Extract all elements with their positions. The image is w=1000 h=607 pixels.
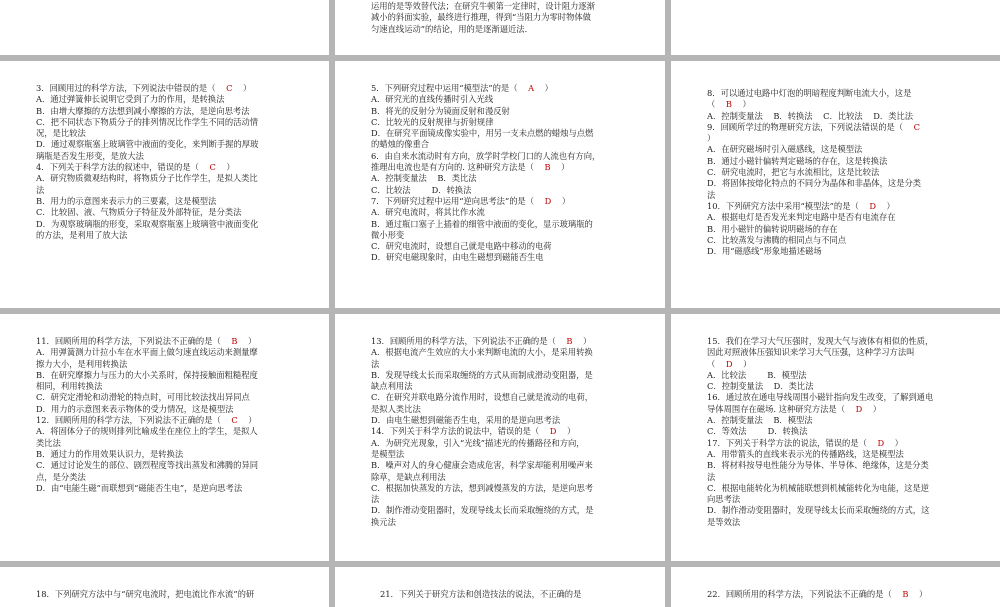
question-line: 21．下列关于研究方法和创造技法的说法，不正确的是 [380,589,582,599]
card-text [707,88,992,257]
question-line: B．用小磁针的偏转说明磁场的存在 [707,223,838,234]
question-line: 除草，是缺点利用法 [371,471,446,482]
card-text [380,589,657,600]
question-line: 17．下列关于科学方法的说法，错误的是（ D ） [707,437,903,448]
answer-letter: B [566,336,573,346]
answer-letter: B [544,162,551,173]
answer-letter: A [528,83,535,93]
question-line: C．把不同状态下物质分子的排列情况比作学生不同的活动情 [36,116,259,127]
question-line: C．等效法 D．转换法 [707,426,808,437]
card-text [371,336,657,528]
question-line: B．将光的反射分为镜面反射和漫反射 [371,105,510,116]
question-line: A．用弹簧测力计拉小车在水平面上做匀速直线运动来测量摩 [36,347,258,358]
question-line: 相同，利用转换法 [36,381,103,392]
question-line: C．比较蒸发与沸腾的相同点与不同点 [707,234,847,245]
question-line: A．根据电灯是否发光来判定电路中是否有电流存在 [707,212,896,223]
question-card-top-right [671,0,1000,55]
question-line: D．制作滑动变阻器时，发现导线太长而采取缠绕的方式，这 [707,505,930,516]
question-line: C．根据电能转化为机械能联想到机械能转化为电能，这是逆 [707,482,930,493]
question-line: 擦力大小，是利用转换法 [36,358,128,369]
question-line: B．由增大摩擦的方法想到减小摩擦的方法，是逆向思考法 [36,105,250,116]
question-line: D．用“磁感线”形象地描述磁场 [707,246,822,257]
question-line: C．比较法 D．转换法 [371,184,472,195]
question-card-22 [671,567,1000,607]
question-line: 11．回顾所用的科学方法，下列说法不正确的是（ B ） [36,336,257,346]
question-line: 微小形变 [371,229,405,240]
question-line: 法 [371,358,380,369]
question-line: 法 [371,494,380,505]
question-line: C．研究电流时，设想自己就是电路中移动的电荷 [371,241,552,252]
question-card-13-14 [335,314,665,561]
card-text [371,1,657,35]
answer-letter: D [725,358,733,369]
question-card-21 [335,567,665,607]
question-line: 因此对照液体压强知识来学习大气压强，这种学习方法叫 [707,347,915,358]
question-line: C．根据加快蒸发的方法，想到减慢蒸发的方法，是逆向思考 [371,482,594,493]
question-line: 14．下列关于科学方法的说法中，错误的是（ D ） [371,426,576,437]
question-line: 12．回顾所用的科学方法，下列说法不正确的是（ C ） [36,415,257,426]
question-line: 是模型法 [371,448,405,459]
question-line: C．控制变量法 D．类比法 [707,381,814,392]
question-line: 9．回顾所学过的物理研究方法，下列说法错误的是（ C [707,121,921,132]
question-line: A．通过弹簧伸长说明它受到了力的作用，是转换法 [36,94,225,105]
question-line: B．通过瓶口塞子上插着的细管中液面的变化，显示玻璃瓶的 [371,218,593,229]
question-card-18 [0,567,329,607]
question-line: 况，是比较法 [36,128,86,139]
question-line: B．用力的示意图来表示力的三要素，这是模型法 [36,195,217,206]
question-line: 7．下列研究过程中运用“逆向思考法”的是（ D ） [371,195,571,206]
question-line: 法 [707,189,716,200]
answer-letter: D [869,200,876,211]
question-line: D．在研究平面镜成像实验中，用另一支未点燃的蜡烛与点燃 [371,128,594,139]
question-line: D．为观察玻璃瓶的形变，采取观察瓶塞上玻璃管中液面变化 [36,218,259,229]
question-line: A．研究电流时，将其比作水流 [371,207,485,218]
question-card-5-7 [335,61,665,308]
question-line: B．通过力的作用效果认识力，是转换法 [36,448,184,459]
question-line: A．在研究磁场时引入磁感线，这是模型法 [707,144,863,155]
question-line: A．为研究光现象，引入“光线”描述光的传播路径和方向， [371,437,585,448]
answer-letter: C [209,162,216,173]
card-text [36,589,321,600]
question-line: C．研究定滑轮和动滑轮的特点时，可用比较法找出异同点 [36,392,250,403]
question-line: 22．回顾所用的科学方法，下列说法不正确的是（ B ） [707,589,928,599]
question-line: C．比较固、液、气物质分子特征及外部特征，是分类法 [36,207,242,218]
question-line: 是等效法 [707,516,741,527]
question-line: D．制作滑动变阻器时，发现导线太长而采取缠绕的方式，是 [371,505,594,516]
answer-letter: C [226,83,233,93]
question-line: D．通过观察瓶塞上玻璃管中液面的变化，来判断手握的厚玻 [36,139,259,150]
question-line: （ B ） [707,99,751,110]
question-line: 向思考法 [707,494,741,505]
question-line: 运用的是等效替代法；在研究牛顿第一定律时，设计阻力逐渐 [371,1,596,11]
question-line: A．根据电流产生效应的大小来判断电流的大小，是采用转换 [371,347,593,358]
question-card-3-4 [0,61,329,308]
question-line: B．通过小磁针偏转判定磁场的存在，这是转换法 [707,155,888,166]
question-line: C．在研究并联电路分流作用时，设想自己就是流动的电荷， [371,392,594,403]
question-line: A．控制变量法 B．类比法 [371,173,477,184]
question-line: 法 [707,471,716,482]
question-line: 3．回顾用过的科学方法，下列说法中错误的是（ C ） [36,83,252,93]
question-line: A．研究光的直线传播时引入光线 [371,94,494,105]
card-text [707,589,992,600]
question-card-8-10 [671,61,1000,308]
answer-letter: B [902,589,909,599]
answer-letter: D [855,403,863,414]
question-line: B．在研究摩擦力与压力的大小关系时，保持接触面粗糙程度 [36,369,258,380]
question-line: D．由电生磁想到磁能否生电，采用的是逆向思考法 [371,415,561,426]
question-line: D．由“电能生磁”而联想到“磁能否生电”，是逆向思考法 [36,482,243,493]
question-line: C．比较光的反射规律与折射规律 [371,116,494,127]
question-line: 的方法，是利用了放大法 [36,229,128,240]
question-line: （ D ） [707,358,752,369]
question-line: 10．下列研究方法中采用“模型法”的是（ D ） [707,200,895,211]
question-line: A．用带箭头的直线来表示光的传播路线，这是模型法 [707,448,904,459]
answer-letter: C [231,415,238,426]
question-line: 减小的斜面实验，最终进行推理，得到“当阻力为零时物体做 [371,12,591,23]
question-line: ） [707,133,716,144]
card-text [36,83,321,241]
question-line: 匀速直线运动”的结论，用的是逐渐逼近法. [371,23,528,34]
card-text [371,83,657,264]
question-line: 换元法 [371,516,396,527]
question-line: 8．可以通过电路中灯泡的明暗程度判断电流大小，这是 [707,88,912,98]
answer-letter: B [231,336,238,346]
answer-letter: B [725,99,732,110]
question-line: C．研究电流时，把它与水流相比，这是比较法 [707,167,880,178]
question-line: 18．下列研究方法中与“研究电流时，把电流比作水流”的研 [36,589,255,599]
question-line: D．用力的示意图来表示物体的受力情况，这是模型法 [36,403,234,414]
question-line: 导体周围存在磁场. 这种研究方法是（ D ） [707,403,882,414]
question-line: C．通过讨论发生的部位、剧烈程度等找出蒸发和沸腾的异同 [36,460,259,471]
question-line [36,0,321,1]
answer-letter: D [549,426,557,437]
answer-letter: C [913,121,921,132]
card-text [36,0,321,1]
question-line: 5．下列研究过程中运用“模型法”的是（ A ） [371,83,553,93]
answer-letter: D [877,437,885,448]
question-card-top-middle [335,0,665,55]
question-line: B．将材料按导电性能分为导体、半导体、绝缘体，这是分类 [707,460,929,471]
question-line: 璃瓶是否发生形变，是放大法 [36,150,144,161]
card-text [707,336,992,528]
question-line: 法 [36,184,45,195]
question-line: 的蜡烛的像重合 [371,139,430,150]
question-line: 点，是分类法 [36,471,86,482]
question-line: B．噪声对人的身心健康会造成危害，科学家却能利用噪声来 [371,460,593,471]
question-line: A．比较法 B．模型法 [707,369,807,380]
question-card-11-12 [0,314,329,561]
question-line: 缺点利用法 [371,381,413,392]
question-line: 类比法 [36,437,61,448]
question-line: 16．通过放在通电导线周围小磁针指向发生改变，了解到通电 [707,392,934,403]
question-line: D．将固体按熔化特点的不同分为晶体和非晶体，这是分类 [707,178,922,189]
question-line: A．控制变量法 B．转换法 C．比较法 D．类比法 [707,110,914,121]
question-line: 6．由自来水流动时有方向，放学时学校门口的人流也有方向， [371,150,601,161]
question-line: 4．下列关于科学方法的叙述中，错误的是（ C ） [36,162,235,173]
question-line: 推理出电流也是有方向的. 这种研究方法是（ B ） [371,162,570,173]
question-line: A．研究物质微观结构时，将物质分子比作学生，是拟人类比 [36,173,258,184]
question-card-top-left [0,0,329,55]
question-line: A．控制变量法 B．模型法 [707,415,813,426]
question-line: 15．我们在学习大气压强时，发现大气与液体有相似的性质， [707,336,934,346]
card-text [36,336,321,494]
question-card-15-17 [671,314,1000,561]
question-line: 13．回顾所用的科学方法，下列说法不正确的是（ B ） [371,336,592,346]
question-line: A．将固体分子的规则排列比喻成坐在座位上的学生，是拟人 [36,426,258,437]
answer-letter: D [544,195,552,206]
question-line: D．研究电磁现象时，由电生磁想到磁能否生电 [371,252,544,263]
question-line: 是拟人类比法 [371,403,421,414]
question-line: B．发现导线太长而采取缠绕的方式从而制成滑动变阻器，是 [371,369,593,380]
